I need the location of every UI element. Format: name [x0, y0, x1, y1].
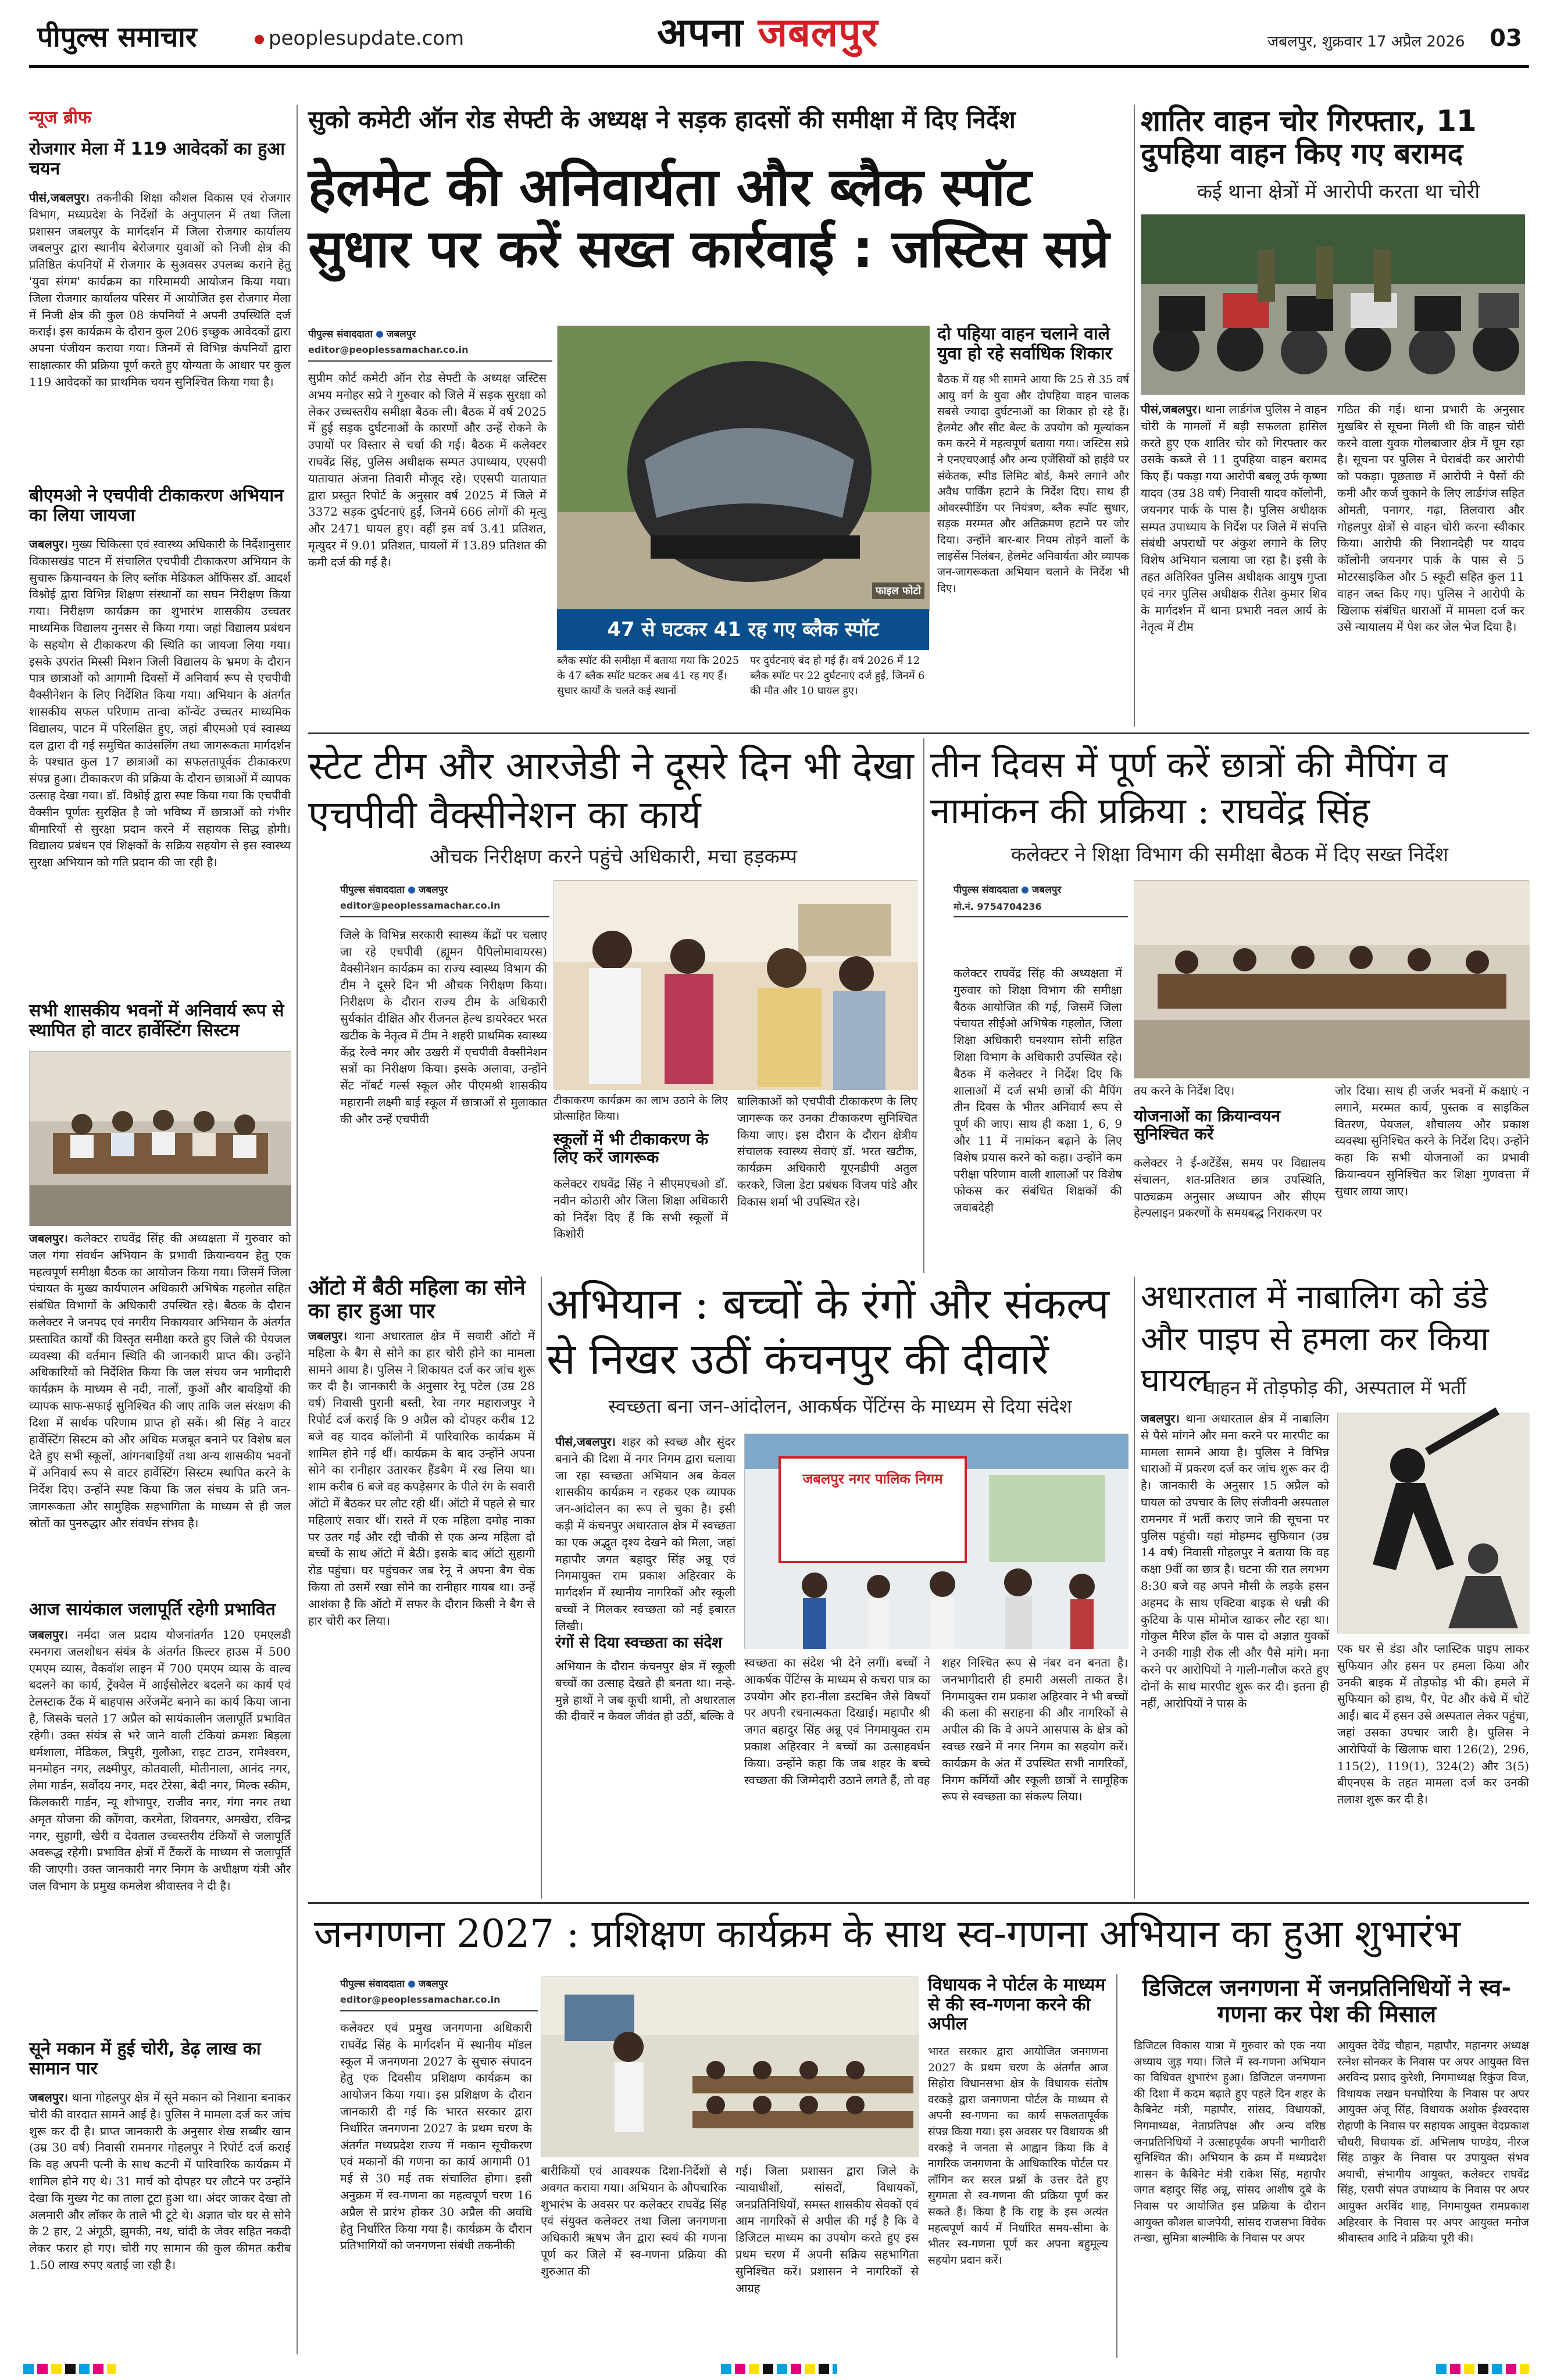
brief-2-head: बीएमओ ने एचपीवी टीकाकरण अभियान का लिया जायजा [29, 485, 284, 526]
news-brief-label: न्यूज ब्रीफ [29, 108, 91, 128]
mapping-sub-head: योजनाओं का क्रियान्वयन सुनिश्चित करें [1134, 1106, 1280, 1144]
lead-byline-rule [308, 360, 552, 362]
website[interactable]: peoplesupdate.com [255, 27, 464, 50]
campaign-body-3: स्वच्छता का संदेश भी देने लगीं। बच्चों ने आकर्षक पेंटिंग्स के माध्यम से कचरा पात्र का उपयोग और हरा-नीला डस्टबिन जैसे विषयों पर अपनी रचनात्मकता दिखाई। महापौर श्री जगत बहादुर सिंह अन्नू एवं निगमायुक्त राम प्रकाश अहिरवार ने बच्चों का उत्साहवर्धन किया। उन्होंने कहा कि जब शहर के बच्चे स्वच्छता की जिम्मेदारी उठाने लगते हैं, तो वह [744, 1656, 930, 1787]
campaign-body-2: अभियान के दौरान कंचनपुर क्षेत्र में स्कूली बच्चों का उत्साह देखते ही बनता था। नन्हे-मुन्ने हाथों ने जब कूची थामी, तो अधारताल की दीवारें न केवल जीवंत हो उठीं, बल्कि वे [555, 1659, 735, 1724]
section-title-main: अपना [657, 10, 758, 56]
theft-body-2: गठित की गई। थाना प्रभारी के अनुसार मुखबिर से सूचना मिली थी कि वाहन चोरी करने वाला युवक गोलबाजार क्षेत्र में घूम रहा है। सूचना पर पुलिस ने घेराबंदी कर आरोपी को पकड़ा। पूछताछ में आरोपी ने पैसों की कमी और कर्ज चुकाने के लिए लार्डगंज सहित ओमती, पनागर, गढ़ा, तिलवारा और गोहलपुर क्षेत्रों से वाहन चोरी करना स्वीकार किया। आरोपी की निशानदेही पर यादव कॉलोनी जयनगर पार्क के पास से 5 मोटरसाइकिल और 5 स्कूटी सहित कुल 11 वाहन जब्त किए गए। पुलिस ने आरोपी के खिलाफ संबंधित धाराओं में मामला दर्ज कर उसे न्यायालय में पेश कर जेल भेज दिया है। [1337, 402, 1524, 634]
brief-1-head: रोजगार मेला में 119 आवेदकों का हुआ चयन [29, 139, 285, 179]
wall-painting-photo [744, 1434, 1128, 1649]
masthead-rule [29, 65, 1529, 68]
hpv-rule [923, 738, 924, 1273]
wall-painting-photo-image [745, 1434, 1129, 1649]
poster-title: जबलपुर नगर पालिक निगम [802, 1471, 943, 1487]
helmet-photo-caption: 47 से घटकर 41 रह गए ब्लैक स्पॉट [557, 609, 929, 650]
campaign-headline: अभियान : बच्चों के रंगों और संकल्प से निखर उठीं कंचनपुर की दीवारें [547, 1279, 1109, 1384]
print-registration-bar [0, 2360, 1557, 2378]
brief-5-head: सूने मकान में हुई चोरी, डेढ़ लाख का सामान पार [29, 2039, 261, 2079]
mapping-phone[interactable]: मो.नं. 9754704236 [954, 901, 1042, 912]
meeting-photo-image [30, 1052, 291, 1226]
lead-headline: हेलमेट की अनिवार्यता और ब्लैक स्पॉट सुधार पर करें सख्त कार्रवाई : जस्टिस सप्रे [308, 157, 1110, 280]
census-byline-rule [340, 2010, 538, 2011]
census-body-2: बारीकियों एवं आवश्यक दिशा-निर्देशों से अवगत कराया गया। अभियान के औपचारिक शुभारंभ के अवसर पर कलेक्टर राघवेंद्र सिंह एवं संयुक्त कलेक्टर तथा जिला जनगणना अधिकारी ऋषभ जैन द्वारा स्वयं की गणना पूर्ण कर जिले में स्व-गणना प्रक्रिया की शुरुआत की [541, 2164, 727, 2278]
brief-1-body: पीसं,जबलपुर। तकनीकी शिक्षा कौशल विकास एवं रोजगार विभाग, मध्यप्रदेश के निर्देशों के अनुपालन में तथा जिला प्रशासन जबलपुर के मार्गदर्शन में जिला रोजगार कार्यालय जबलपुर द्वारा स्थानीय बेरोजगार युवाओं को निजी क्षेत्र की प्रतिष्ठित कंपनियों में रोजगार के सुअवसर उपलब्ध कराने हेतु 'युवा संगम' कार्यक्रम का गरिमामयी आयोजन किया गया। जिला रोजगार कार्यालय परिसर में आयोजित इस रोजगार मेला में निजी क्षेत्र की कुल 08 कंपनियों ने अपनी उपस्थिति दर्ज कराई। इस कार्यक्रम के दौरान कुल 206 इच्छुक आवेदकों द्वारा अपना पंजीयन कराया गया। जिनमें से विभिन्न कंपनियों द्वारा साक्षात्कार की प्रक्रिया पूर्ण करते हुए योग्यता के आधार पर कुल 119 आवेदकों का प्राथमिक चयन सुनिश्चित किया गया है। [29, 191, 291, 389]
meeting-photo [29, 1051, 291, 1225]
census-box-body-2: आयुक्त देवेंद्र चौहान, महापौर, महानगर अध्यक्ष रत्नेश सोनकर के निवास पर अपर आयुक्त वित्त अरविन्द प्रसाद कुरेशी, निगमाध्यक्ष रिकुंज विज, विधायक लखन घनघोरिया के निवास पर अपर आयुक्त अंजू सिंह, विधायक अशोक ईश्वरदास रोहाणी के निवास पर सहायक आयुक्त वेदप्रकाश चौधरी, विधायक डॉ. अभिलाष पाण्डेय, नीरज सिंह ठाकुर के निवास पर उपायुक्त संभव अयाची, संभागीय आयुक्त, कलेक्टर राघवेंद्र सिंह, एसपी संपत उपाध्याय के निवास पर अपर आयुक्त अरविंद शाह, निगमायुक्त रामप्रकाश अहिरवार के निवास पर अपर आयुक्त मनोज श्रीवास्तव आदि ने प्रक्रिया पूरी की। [1337, 2039, 1529, 2245]
brief-3-body: जबलपुर। कलेक्टर राघवेंद्र सिंह की अध्यक्षता में गुरुवार को जल गंगा संवर्धन अभियान के प्रभावी क्रियान्वयन हेतु एक महत्वपूर्ण समीक्षा बैठक का आयोजन किया गया। जिसमें जिला पंचायत के मुख्य कार्यपालन अधिकारी अभिषेक गहलोत सहित संबंधित विभागों के अधिकारी उपस्थित रहे। बैठक के दौरान कलेक्टर ने जनपद एवं नगरीय निकायवार अभियान के अंतर्गत प्रस्तावित कार्यों की विस्तृत समीक्षा करते हुए जिले की पेयजल व्यवस्था की वर्तमान स्थिति की जानकारी प्राप्त की। उन्होंने अधिकारियों को निर्देशित किया कि जल संचय जन भागीदारी कार्यक्रम के माध्यम से नदी, नालों, कुओं और बावड़ियों की व्यापक साफ-सफाई सुनिश्चित की जाए ताकि जल संरक्षण की दिशा में सार्थक परिणाम प्राप्त हो सकें। श्री सिंह ने वाटर हार्वेस्टिंग सिस्टम को और अधिक मजबूत बनाने पर विशेष बल देते हुए सभी स्कूलों, आंगनबाड़ियों तथा अन्य शासकीय भवनों में अनिवार्य रूप से वाटर हार्वेस्टिंग सिस्टम स्थापित करने के निर्देश दिए। उन्होंने स्पष्ट किया कि जल संचय के प्रति जन-जागरूकता और सामुहिक सहभागिता के माध्यम से ही जल स्रोतों का पुनरुद्धार और संवर्धन संभव है। [29, 1231, 291, 1530]
masthead [0, 0, 1557, 110]
brief-4-head: आज सायंकाल जलापूर्ति रहेगी प्रभावित [29, 1599, 276, 1620]
campaign-body-4: शहर निश्चित रूप से नंबर वन बनता है। जनभागीदारी ही हमारी असली ताकत है। निगमायुक्त राम प्रकाश अहिरवार ने भी बच्चों की कला की सराहना की और नागरिकों से अपील की कि वे अपने आसपास के क्षेत्र को स्वच्छ रखने में नगर निगम का सहयोग करें। कार्यक्रम के अंत में उपस्थित सभी नागरिकों, निगम कर्मियों और स्कूली छात्रों ने सामूहिक रूप से स्वच्छता का संकल्प लिया। [942, 1656, 1128, 1804]
census-body-1: कलेक्टर एवं प्रमुख जनगणना अधिकारी राघवेंद्र सिंह के मार्गदर्शन में स्थानीय मॉडल स्कूल में जनगणना 2027 के सुचारु संपादन हेतु एक दिवसीय प्रशिक्षण कार्यक्रम का आयोजन किया गया। इस प्रशिक्षण के दौरान जानकारी दी गई कि भारत सरकार द्वारा निर्धारित जनगणना 2027 के प्रथम चरण के अंतर्गत मध्यप्रदेश राज्य में मकान सूचीकरण एवं मकानों की गणना का कार्य आगामी 01 मई से 30 मई तक संचालित होगा। इसी अनुक्रम में स्व-गणना का महत्वपूर्ण चरण 16 अप्रैल से प्रारंभ होकर 30 अप्रैल की अवधि हेतु निर्धारित किया गया है। कार्यक्रम के दौरान प्रतिभागियों को जनगणना संबंधी तकनीकी [340, 2021, 532, 2253]
education-meeting-photo-image [1134, 881, 1530, 1078]
hpv-photo-caption: टीकाकरण कार्यक्रम का लाभ उठाने के लिए प्रोत्साहित किया। [553, 1094, 728, 1123]
census-training-photo [541, 1977, 919, 2157]
mapping-body-3: जोर दिया। साथ ही जर्जर भवनों में कक्षाएं न लगाने, मरम्मत कार्य, पुस्तक व साइकिल वितरण, पेयजल, शौचालय और प्रकाश व्यवस्था सुनिश्चित करने के निर्देश दिए। उन्होंने कहा कि सभी योजनाओं का प्रभावी क्रियान्वयन सुनिश्चित कर शिक्षा गुणवत्ता में सुधार लाया जाए। [1335, 1084, 1529, 1198]
lead-side-body: बैठक में यह भी सामने आया कि 25 से 35 वर्ष आयु वर्ग के युवा और दोपहिया वाहन चालक सबसे ज्यादा दुर्घटनाओं का शिकार हो रहे हैं। हेलमेट और सीट बेल्ट के उपयोग को मूल्यांकन कम करने में महत्वपूर्ण बताया गया। जस्टिस सप्रे ने एनएचएआई और अन्य एजेंसियों को हाईवे पर संकेतक, स्पीड लिमिट बोर्ड, कैमरे लगाने और अवैध पार्किंग हटाने के निर्देश दिए। साथ ही ओवरस्पीडिंग पर नियंत्रण, ब्लैक स्पॉट सुधार, सड़क मरम्मत और अतिक्रमण हटाने पर जोर दिया। उन्होंने बार-बार नियम तोड़ने वालों के लाइसेंस निलंबन, हेलमेट अनिवार्यता और व्यापक जन-जागरूकता अभियान चलाने के निर्देश भी दिए। [937, 373, 1129, 595]
hpv-subhead: औचक निरीक्षण करने पहुंचे अधिकारी, मचा हड़कम्प [430, 845, 797, 869]
lead-body: सुप्रीम कोर्ट कमेटी ऑन रोड सेफ्टी के अध्यक्ष जस्टिस अभय मनोहर सप्रे ने गुरुवार को जिले में सड़क सुरक्षा को लेकर उच्चस्तरीय समीक्षा बैठक ली। बैठक में वर्ष 2025 में हुई सड़क दुर्घटनाओं के कारणों और उन्हें रोकने के उपायों पर विस्तार से चर्चा की गई। बैठक में कलेक्टर राघवेंद्र सिंह, पुलिस अधीक्षक सम्पत उपाध्याय, एएसपी यातायात अंजना तिवारी मौजूद रहे। एएसपी यातायात द्वारा प्रस्तुत रिपोर्ट के अनुसार वर्ष 2025 में जिले में 3372 सड़क दुर्घटनाएं हुईं, जिनमें 666 लोगों की मृत्यु और 2471 घायल हुए। वहीं इस वर्ष 3.41 प्रतिशत, मृत्युदर में 9.01 प्रतिशत, घायलों में 13.89 प्रतिशत की कमी दर्ज की गई है। [308, 371, 547, 569]
helmet-photo-image [558, 326, 930, 611]
page-date: जबलपुर, शुक्रवार 17 अप्रैल 2026 [1267, 33, 1465, 51]
theft-photo-image [1141, 215, 1525, 395]
campaign-subhead: स्वच्छता बना जन-आंदोलन, आकर्षक पेंटिंग्स के माध्यम से दिया संदेश [608, 1395, 1072, 1417]
mapping-body-2: कलेक्टर ने ई-अटेंडेंस, समय पर विद्यालय संचालन, शत-प्रतिशत छात्र उपस्थिति, पाठ्यक्रम अनुसार अध्यापन और सीएम हेल्पलाइन प्रकरणों के समयबद्ध निराकरण पर [1134, 1156, 1326, 1220]
assault-body-1: जबलपुर। थाना अधारताल क्षेत्र में नाबालिग से पैसे मांगने और मना करने पर मारपीट का मामला सामने आया है। पुलिस ने विभिन्न धाराओं में प्रकरण दर्ज कर जांच शुरू कर दी है। जानकारी के अनुसार 15 अप्रैल को घायल को उपचार के लिए संजीवनी अस्पताल रामनगर में भर्ती कराए जाने की सूचना पर पुलिस पहुंची। यहां मोहम्मद सुफियान (उम्र 14 वर्ष) निवासी गोहलपुर ने बताया कि वह कक्षा 9वीं का छात्र है। घटना की रात लगभग 8:30 बजे वह अपने मौसी के लड़के हसन अहमद के साथ एक्टिवा बाइक से धन्नी की कुटिया के पास मोमोज खाकर लौट रहा था। गोकुल मैरिज हॉल के पास दो अज्ञात युवकों ने उनकी गाड़ी रोक ली और पैसे मांगे। मना करने पर आरोपियों ने गाली-गलौज करते हुए दोनों के साथ मारपीट शुरू कर दी। इतना ही नहीं, आरोपियों ने पास के [1141, 1411, 1329, 1710]
theft-body-1: पीसं,जबलपुर। थाना लार्डगंज पुलिस ने वाहन चोरी के मामलों में बड़ी सफलता हासिल करते हुए एक शातिर चोर को गिरफ्तार कर उसके कब्जे से 11 दुपहिया वाहन बरामद किए हैं। पकड़ा गया आरोपी बबलू उर्फ कृष्णा यादव (उम्र 38 वर्ष) निवासी यादव कॉलोनी, जयनगर पार्क के पास है। पुलिस अधीक्षक सम्पत उपाध्याय के निर्देश पर जिले में संपत्ति संबंधी अपराधों पर अंकुश लगाने के लिए विशेष अभियान चलाया जा रहा है। इसी के तहत अतिरिक्त पुलिस अधीक्षक आयुष गुप्ता एवं नगर पुलिस अधीक्षक रीतेश कुमार शिव के मार्गदर्शन में थाना प्रभारी नवल आर्य के नेतृत्व में टीम [1141, 402, 1327, 634]
census-training-photo-image [541, 1977, 919, 2157]
assault-headline: अधारताल में नाबालिग को डंडे और पाइप से हमला कर किया घायल [1141, 1278, 1489, 1400]
hpv-headline: स्टेट टीम और आरजेडी ने दूसरे दिन भी देखा एचपीवी वैक्सीनेशन का कार्य [308, 744, 914, 838]
lead-kicker: सुको कमेटी ऑन रोड सेफ्टी के अध्यक्ष ने सड़क हादसों की समीक्षा में दिए निर्देश [308, 105, 1016, 134]
brief-5-body: जबलपुर। थाना गोहलपुर क्षेत्र में सूने मकान को निशाना बनाकर चोरी की वारदात सामने आई है। पुलिस ने मामला दर्ज कर जांच शुरू कर दी है। प्राप्त जानकारी के अनुसार शेख सब्बीर खान (उम्र 30 वर्ष) निवासी रामनगर गोहलपुर ने रिपोर्ट दर्ज कराई कि वह अपनी पत्नी के साथ कटनी में पारिवारिक कार्यक्रम में शामिल होने गए थे। 31 मार्च को दोपहर घर लौटने पर उन्होंने देखा कि मुख्य गेट का ताला टूटा हुआ था। अंदर जाकर देखा तो अलमारी और लॉकर के ताले भी टूटे थे। अज्ञात चोर घर से सोने के 2 हार, 2 अंगूठी, झुमकी, नथ, चांदी के जेवर सहित नकदी लेकर फरार हो गए। चोरी गए सामान की कुल कीमत करीब 1.50 लाख रुपए बताई जा रही है। [29, 2090, 291, 2272]
helmet-photo [557, 326, 929, 610]
brief-divider [297, 105, 298, 2354]
brief-4-body: जबलपुर। नर्मदा जल प्रदाय योजनांतर्गत 120 एमएलडी रमनगरा जलशोधन संयंत्र के अंतर्गत फ़िल्टर हाउस में 500 एमएम व्यास, वैकवॉश लाइन में 700 एमएम व्यास के वाल्व बदलने का कार्य, ट्रेंक्वेल में आईसोलेटर बदलने का कार्य एवं टेलस्टाक टैंक में बाहपास अरेंजमेंट बनाने का कार्य किया जाना है, जिसके चलते 17 अप्रैल को सायंकालीन जलापूर्ति प्रभावित रहेगी। उक्त संयंत्र से भरे जाने वाली टंकियां क्रमशः बिड़ला धर्मशाला, मेडिकल, त्रिपुरी, गुलौआ, राइट टाउन, रामेश्वरम, मनमोहन नगर, लक्ष्मीपुर, कोतवाली, मोतीनाला, आनंद नगर, लेमा गार्डन, सर्वोदय नगर, मदर टेरेसा, बेदी नगर, मिल्क स्कीम, किलकारी गार्डन, न्यू शोभापुर, राजीव नगर, गंगा नगर तथा अमृत योजना की कोंगवा, करमेता, शिवनगर, अमखेरा, रविन्द्र नगर, सुहागी, खेरी व देवताल उच्चस्तरीय टंकियों से जलापूर्ति अवरूद्ध रहेगी। प्रभावित क्षेत्रों में टैंकरों के माध्यम से जलापूर्ति की जाएगी। उक्त जानकारी नगर निगम के अधीक्षण यंत्री और जल विभाग के प्रमुख कमलेश श्रीवास्तव ने दी है। [29, 1628, 291, 1893]
mapping-byline-rule [954, 916, 1128, 917]
registration-dots-right [1436, 2364, 1529, 2374]
logo: पीपुल्स समाचार [37, 21, 197, 53]
campaign-rule [1134, 1277, 1135, 1899]
mapping-byline: पीपुल्स संवाददाता जबलपुर [954, 884, 1062, 896]
page-number: 03 [1490, 25, 1522, 52]
census-top-rule [308, 1902, 1529, 1904]
byline-dot [1022, 887, 1029, 894]
brief-2-body: जबलपुर। मुख्य चिकित्सा एवं स्वास्थ्य अधिकारी के निर्देशानुसार विकासखंड पाटन में संचालित एचपीवी टीकाकरण अभियान के सुचारू क्रियान्वयन के लिए ब्लॉक मेडिकल ऑफिसर डॉ. आदर्श विश्नोई द्वारा विभिन्न शिक्षण संस्थानों का सघन निरीक्षण किया गया। निरीक्षण कार्यक्रम का शुभारंभ शासकीय उच्चतर माध्यमिक विद्यालय नुनसर से किया गया। जहां विद्यालय प्रबंधन के सहयोग से टीकाकरण की स्थिति का जायजा लिया गया। इसके उपरांत मिस्सी मिशन जिली विद्यालय के भ्रमण के दौरान पात्र छात्राओं को आगामी दिवसों में अनिवार्य रूप से एचपीवी वैक्सीनेशन के लिए निर्देशित किया गया। अभियान के अंतर्गत शासकीय सफल परिणाम तान्वा कॉन्वेंट उच्चतर माध्यमिक विद्यालय, पाटन में परिलक्षित हुए, जहां बीएमओ एवं स्वास्थ्य दल द्वारा दी गई समुचित काउंसलिंग तथा जागरूकता मार्गदर्शन के पश्चात कुल 17 छात्राओं का सफलतापूर्वक टीकाकरण संपन्न हुआ। टीकाकरण की प्रक्रिया के दौरान छात्राओं में व्यापक उत्साह देखा गया। डॉ. विश्नोई द्वारा स्पष्ट किया गया कि एचपीवी वैक्सीन पूर्णतः सुरक्षित है जो भविष्य में छात्राओं को गंभीर बीमारियों से सुरक्षा प्रदान करने में सहायक सिद्ध होगी। विद्यालय प्रबंधन एवं शिक्षकों के सक्रिय सहयोग से इस स्वास्थ्य सुरक्षा अभियान को गति प्रदान की जा रही है। [29, 537, 291, 870]
assault-subhead: वाहन में तोड़फोड़ की, अस्पताल में भर्ती [1205, 1377, 1466, 1399]
assault-illustration-image [1338, 1413, 1530, 1634]
lead-rule [1134, 105, 1135, 727]
lead-caption-2: पर दुर्घटनाएं बंद हो गई हैं। वर्ष 2026 में 12 ब्लैक स्पॉट पर 22 दुर्घटनाएं दर्ज हुईं, जिनमें 6 की मौत और 10 घायल हुए। [750, 655, 925, 697]
hpv-body-3: बालिकाओं को एचपीवी टीकाकरण के लिए जागरूक कर उनका टीकाकरण सुनिश्चित किया जाए। इस दौरान के दौरान क्षेत्रीय संचालक स्वास्थ्य सेवाएं डॉ. भरत खटीक, कार्यक्रम अधिकारी यूएनडीपी अतुल करकरे, जिला डेटा प्रबंधक विजय पांडे और विकास शर्मा भी उपस्थित रहे। [737, 1094, 917, 1209]
photo-credit: फाइल फोटो [872, 583, 924, 599]
theft-subhead: कई थाना क्षेत्रों में आरोपी करता था चोरी [1197, 180, 1480, 203]
mapping-subhead: कलेक्टर ने शिक्षा विभाग की समीक्षा बैठक में दिए सख्त निर्देश [1010, 843, 1449, 866]
education-meeting-photo [1134, 880, 1529, 1078]
hpv-email[interactable]: editor@peoplessamachar.co.in [340, 900, 501, 911]
census-body-3: गई। जिला प्रशासन द्वारा जिले के न्यायाधीशों, सांसदों, विधायकों, जनप्रतिनिधियों, समस्त शासकीय सेवकों एवं आम नागरिकों से अपील की गई है कि वे डिजिटल माध्यम का उपयोग करते हुए इस प्रथम चरण में अपनी सक्रिय सहभागिता सुनिश्चित करें। प्रशासन ने नागरिकों से आग्रह [735, 2164, 919, 2295]
byline-dot [408, 887, 415, 894]
hpv-byline: पीपुल्स संवाददाता जबलपुर [340, 884, 448, 896]
lead-caption-1: ब्लैक स्पॉट की समीक्षा में बताया गया कि 2025 के 47 ब्लैक स्पॉट घटकर अब 41 रह गए हैं। सुधार कार्यों के चलते कई स्थानों [557, 655, 740, 697]
census-side-body: भारत सरकार द्वारा आयोजित जनगणना 2027 के प्रथम चरण के अंतर्गत आज सिहोरा विधानसभा क्षेत्र के विधायक संतोष वरकड़े द्वारा जनगणना पोर्टल के माध्यम से अपनी स्व-गणना का कार्य सफलतापूर्वक संपन्न किया गया। इस अवसर पर विधायक श्री वरकड़े ने जनता से आह्वान किया कि वे नागरिक जनगणना के आधिकारिक पोर्टल पर लॉगिन कर सरल प्रश्नों के उत्तर देते हुए सुगमता से स्व-गणना की प्रक्रिया पूर्ण कर सकते हैं। किया है कि राष्ट्र के इस अत्यंत महत्वपूर्ण कार्य में निर्धारित समय-सीमा के भीतर स्व-गणना पूर्ण कर अपना बहुमूल्य सहयोग प्रदान करें। [928, 2045, 1108, 2267]
campaign-body-1: पीसं,जबलपुर। शहर को स्वच्छ और सुंदर बनाने की दिशा में नगर निगम द्वारा चलाया जा रहा स्वच्छता अभियान अब केवल शासकीय कार्यक्रम न रहकर एक व्यापक जन-आंदोलन का रूप ले चुका है। इसी कड़ी में कंचनपुर अधारताल क्षेत्र में स्वच्छता का एक अद्भुत दृश्य देखने को मिला, जहां महापौर जगत बहादुर सिंह अन्नू एवं निगमायुक्त राम प्रकाश अहिरवार के मार्गदर्शन में स्थानीय नागरिकों और स्कूली बच्चों ने मिलकर स्वच्छता को नई इबारत लिखी। [555, 1435, 735, 1633]
hpv-byline-rule [340, 916, 549, 917]
hpv-body-2: कलेक्टर राघवेंद्र सिंह ने सीएमएचओ डॉ. नवीन कोठारी और जिला शिक्षा अधिकारी को निर्देश दिए हैं कि सभी स्कूलों में किशोरी [553, 1177, 728, 1241]
theft-headline: शातिर वाहन चोर गिरफ्तार, 11 दुपहिया वाहन किए गए बरामद [1141, 104, 1477, 170]
brief-3-head: सभी शासकीय भवनों में अनिवार्य रूप से स्थापित हो वाटर हार्वेस्टिंग सिस्टम [29, 1000, 284, 1041]
theft-photo [1141, 214, 1524, 394]
census-byline: पीपुल्स संवाददाता जबलपुर [340, 1978, 448, 1990]
section-title-accent: जबलपुर [758, 10, 879, 56]
registration-dots-left [23, 2364, 116, 2374]
byline-dot [408, 1981, 415, 1988]
section-title [657, 3, 878, 58]
mapping-photo-caption: तय करने के निर्देश दिए। [1134, 1084, 1235, 1098]
lead-side-head: दो पहिया वाहन चलाने वाले युवा हो रहे सर्वाधिक शिकार [937, 324, 1112, 364]
assault-illustration [1337, 1413, 1529, 1634]
census-email[interactable]: editor@peoplessamachar.co.in [340, 1994, 501, 2005]
lead-email[interactable]: editor@peoplessamachar.co.in [308, 344, 469, 355]
mapping-body: कलेक्टर राघवेंद्र सिंह की अध्यक्षता में गुरुवार को शिक्षा विभाग की समीक्षा बैठक आयोजित की गई, जिसमें जिला पंचायत सीईओ अभिषेक गहलोत, जिला शिक्षा अधिकारी घनश्याम सोनी सहित शिक्षा विभाग के अधिकारी उपस्थित रहे। बैठक में कलेक्टर ने निर्देश दिए कि शालाओं में दर्ज सभी छात्रों की मैपिंग तीन दिवस के भीतर अनिवार्य रूप से पूर्ण की जाए। साथ ही कक्षा 1, 6, 9 और 11 में नामांकन बढ़ाने के लिए विशेष प्रयास करने को कहा। उन्होंने कम परीक्षा परिणाम वाली शालाओं पर विशेष फोकस कर संबंधित शिक्षकों की जवाबदेही [954, 966, 1122, 1215]
hpv-sub-head: स्कूलों में भी टीकाकरण के लिए करें जागरूक [553, 1130, 709, 1167]
byline-dot [376, 331, 383, 338]
auto-body: जबलपुर। थाना अधारताल क्षेत्र में सवारी ऑटो में महिला के बैग से सोने का हार चोरी होने का मामला सामने आया है। पुलिस ने शिकायत दर्ज कर जांच शुरू कर दी है। जानकारी के अनुसार रेनू पटेल (उम्र 28 वर्ष) निवासी पुरानी बस्ती, रेवा नगर महाराजपुर ने रिपोर्ट दर्ज कराई कि 9 अप्रैल को दोपहर करीब 12 बजे वह यादव कॉलोनी में पारिवारिक कार्यक्रम में शामिल होने गई थीं। कार्यक्रम के बाद उन्होंने अपना सोने का रानीहार उतारकर हैंडबैग में रख लिया था। शाम करीब 6 बजे वह कपड़ेसगर के पीले रंग के सवारी ऑटो में बैठकर घर लौट रही थीं। ऑटो में पहले से चार महिलाएं सवार थीं। रास्ते में एक महिला दमोह नाका पर उतर गई और रद्दी चौकी से एक अन्य महिला दो बच्चों के साथ ऑटो में बैठी। इसके बाद ऑटो सुहागी रोड पहुंचा। घर पहुंचकर जब रेनू ने अपना बैग चेक किया तो उसमें रखा सोने का रानीहार गायब था। उन्हें आशंका है कि ऑटो में सफर के दौरान किसी ने बैग से हार चोरी कर लिया। [308, 1329, 535, 1628]
census-box-head: डिजिटल जनगणना में जनप्रतिनिधियों ने स्व-गणना कर पेश की मिसाल [1142, 1975, 1511, 2028]
registration-dots-center [721, 2364, 837, 2374]
lead-byline: पीपुल्स संवाददाता जबलपुर [308, 328, 416, 340]
auto-rule [541, 1277, 542, 1899]
census-headline: जनगणना 2027 : प्रशिक्षण कार्यक्रम के साथ स्व-गणना अभियान का हुआ शुभारंभ [314, 1911, 1460, 1956]
campaign-sub-head: रंगों से दिया स्वच्छता का संदेश [555, 1634, 722, 1652]
hpv-body-1: जिले के विभिन्न सरकारी स्वास्थ्य केंद्रों पर चलाए जा रहे एचपीवी (ह्यूमन पैपिलोमावायरस) वैक्सीनेशन कार्यक्रम का राज्य स्वास्थ्य विभाग की टीम ने दूसरे दिन भी औचक निरीक्षण किया। निरीक्षण के दौरान राज्य टीम के अधिकारी सुर्यकांत दीक्षित और रीजनल हेल्थ डायरेक्टर भरत खटीक के नेतृत्व में टीम ने शहरी प्राथमिक स्वास्थ्य केंद्र रेल्वे नगर और उखरी में एचपीवी वैक्सीनेशन सत्रों का निरीक्षण किया। इसके अलावा, उन्होंने सेंट नॉबर्ट गर्ल्स स्कूल और पीएमश्री शासकीय महारानी लक्ष्मी बाई स्कूल में छात्राओं से मुलाकात की और उन्हें एचपीवी [340, 928, 547, 1126]
vaccination-photo-image [554, 881, 918, 1090]
census-side-head: विधायक ने पोर्टल के माध्यम से की स्व-गणना करने की अपील [928, 1975, 1106, 2035]
auto-head: ऑटो में बैठी महिला का सोने का हार हुआ पार [308, 1276, 526, 1324]
assault-body-2: एक घर से डंडा और प्लास्टिक पाइप लाकर सुफियान और हसन पर हमला किया और उनकी बाइक में तोड़फोड़ भी की। हमले में सुफियान को हाथ, पैर, पेट और कंधे में चोटें आईं। बाद में हसन उसे अस्पताल लेकर पहुंचा, जहां उसका उपचार जारी है। पुलिस ने आरोपियों के खिलाफ धारा 126(2), 296, 115(2), 119(1), 324(2) और 3(5) बीएनएस के तहत मामला दर्ज कर उनकी तलाश शुरू कर दी है। [1337, 1642, 1529, 1807]
vaccination-photo [553, 880, 917, 1089]
census-box-body-1: डिजिटल विकास यात्रा में गुरुवार को एक नया अध्याय जुड़ गया। जिले में स्व-गणना अभियान का विधिवत शुभारंभ हुआ। डिजिटल जनगणना की दिशा में कदम बढ़ाते हुए पहले दिन शहर के कैबिनेट मंत्री, महापौर, सांसद, विधायकों, निगमाध्यक्ष, नेताप्रतिपक्ष और अन्य वरिष्ठ जनप्रतिनिधियों ने उत्साहपूर्वक अपनी भागीदारी सुनिश्चित की। अभियान के क्रम में मध्यप्रदेश शासन के कैबिनेट मंत्री राकेश सिंह, महापौर जगत बहादुर सिंह अन्नू, सांसद आशीष दुबे के निवास पर आयोजित इस प्रक्रिया के दौरान आयुक्त कौशल बाजपेयी, सांसद राजसभा विवेक तन्खा, सुमित्रा बाल्मीकि के निवास पर अपर [1134, 2039, 1326, 2245]
mapping-headline: तीन दिवस में पूर्ण करें छात्रों की मैपिंग व नामांकन की प्रक्रिया : राघवेंद्र सिंह [930, 744, 1448, 832]
globe-icon [255, 35, 264, 44]
census-side-rule [1116, 1974, 1117, 2358]
upper-section-rule [308, 732, 1529, 734]
